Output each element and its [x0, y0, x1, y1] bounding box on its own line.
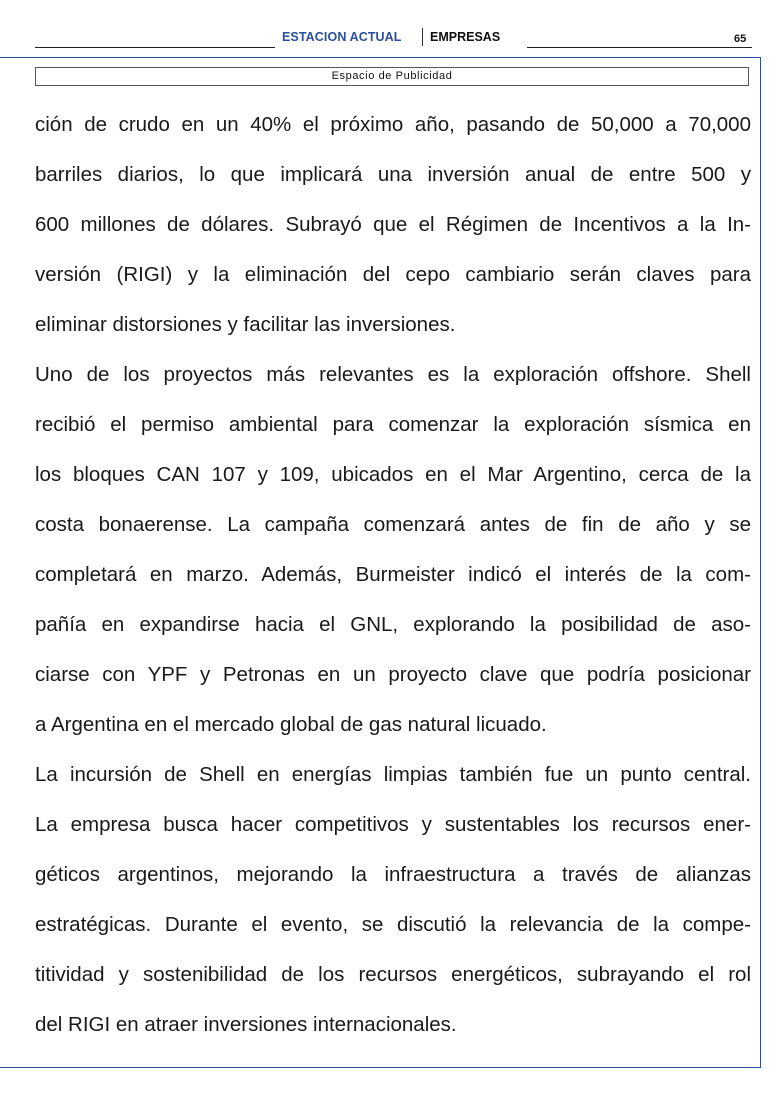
text-line: completará en marzo. Además, Burmeister indicó el interés de la com-: [35, 563, 751, 586]
text-line: estratégicas. Durante el evento, se discutió la relevancia de la compe-: [35, 913, 751, 936]
ad-space-label: Espacio de Publicidad: [35, 67, 749, 86]
text-line: géticos argentinos, mejorando la infraestructura a través de alianzas: [35, 863, 751, 886]
article-body: [35, 100, 751, 1050]
text-line: versión (RIGI) y la eliminación del cepo cambiario serán claves para: [35, 263, 751, 286]
text-line: 600 millones de dólares. Subrayó que el Régimen de Incentivos a la In-: [35, 213, 751, 236]
text-line: ción de crudo en un 40% el próximo año, pasando de 50,000 a 70,000: [35, 113, 751, 136]
header-rule-left: [35, 47, 275, 48]
text-line: barriles diarios, lo que implicará una inversión anual de entre 500 y: [35, 163, 751, 186]
text-line: recibió el permiso ambiental para comenzar la exploración sísmica en: [35, 413, 751, 436]
text-line: ciarse con YPF y Petronas en un proyecto clave que podría posicionar: [35, 663, 751, 686]
text-line: a Argentina en el mercado global de gas natural licuado.: [35, 713, 547, 736]
text-line: eliminar distorsiones y facilitar las inversiones.: [35, 313, 456, 336]
section-name: ESTACION ACTUAL: [282, 30, 402, 44]
text-line: del RIGI en atraer inversiones internacionales.: [35, 1013, 457, 1036]
text-line: La incursión de Shell en energías limpias también fue un punto central.: [35, 763, 751, 786]
text-line: pañía en expandirse hacia el GNL, explorando la posibilidad de aso-: [35, 613, 751, 636]
section-subtitle: EMPRESAS: [430, 30, 501, 44]
header-rule-right: [527, 47, 752, 48]
text-line: titividad y sostenibilidad de los recursos energéticos, subrayando el rol: [35, 963, 751, 986]
text-line: Uno de los proyectos más relevantes es la exploración offshore. Shell: [35, 363, 751, 386]
text-line: costa bonaerense. La campaña comenzará antes de fin de año y se: [35, 513, 751, 536]
section-separator: [422, 28, 423, 46]
page-number: 65: [734, 33, 747, 45]
text-line: La empresa busca hacer competitivos y sustentables los recursos ener-: [35, 813, 751, 836]
text-line: los bloques CAN 107 y 109, ubicados en el Mar Argentino, cerca de la: [35, 463, 751, 486]
